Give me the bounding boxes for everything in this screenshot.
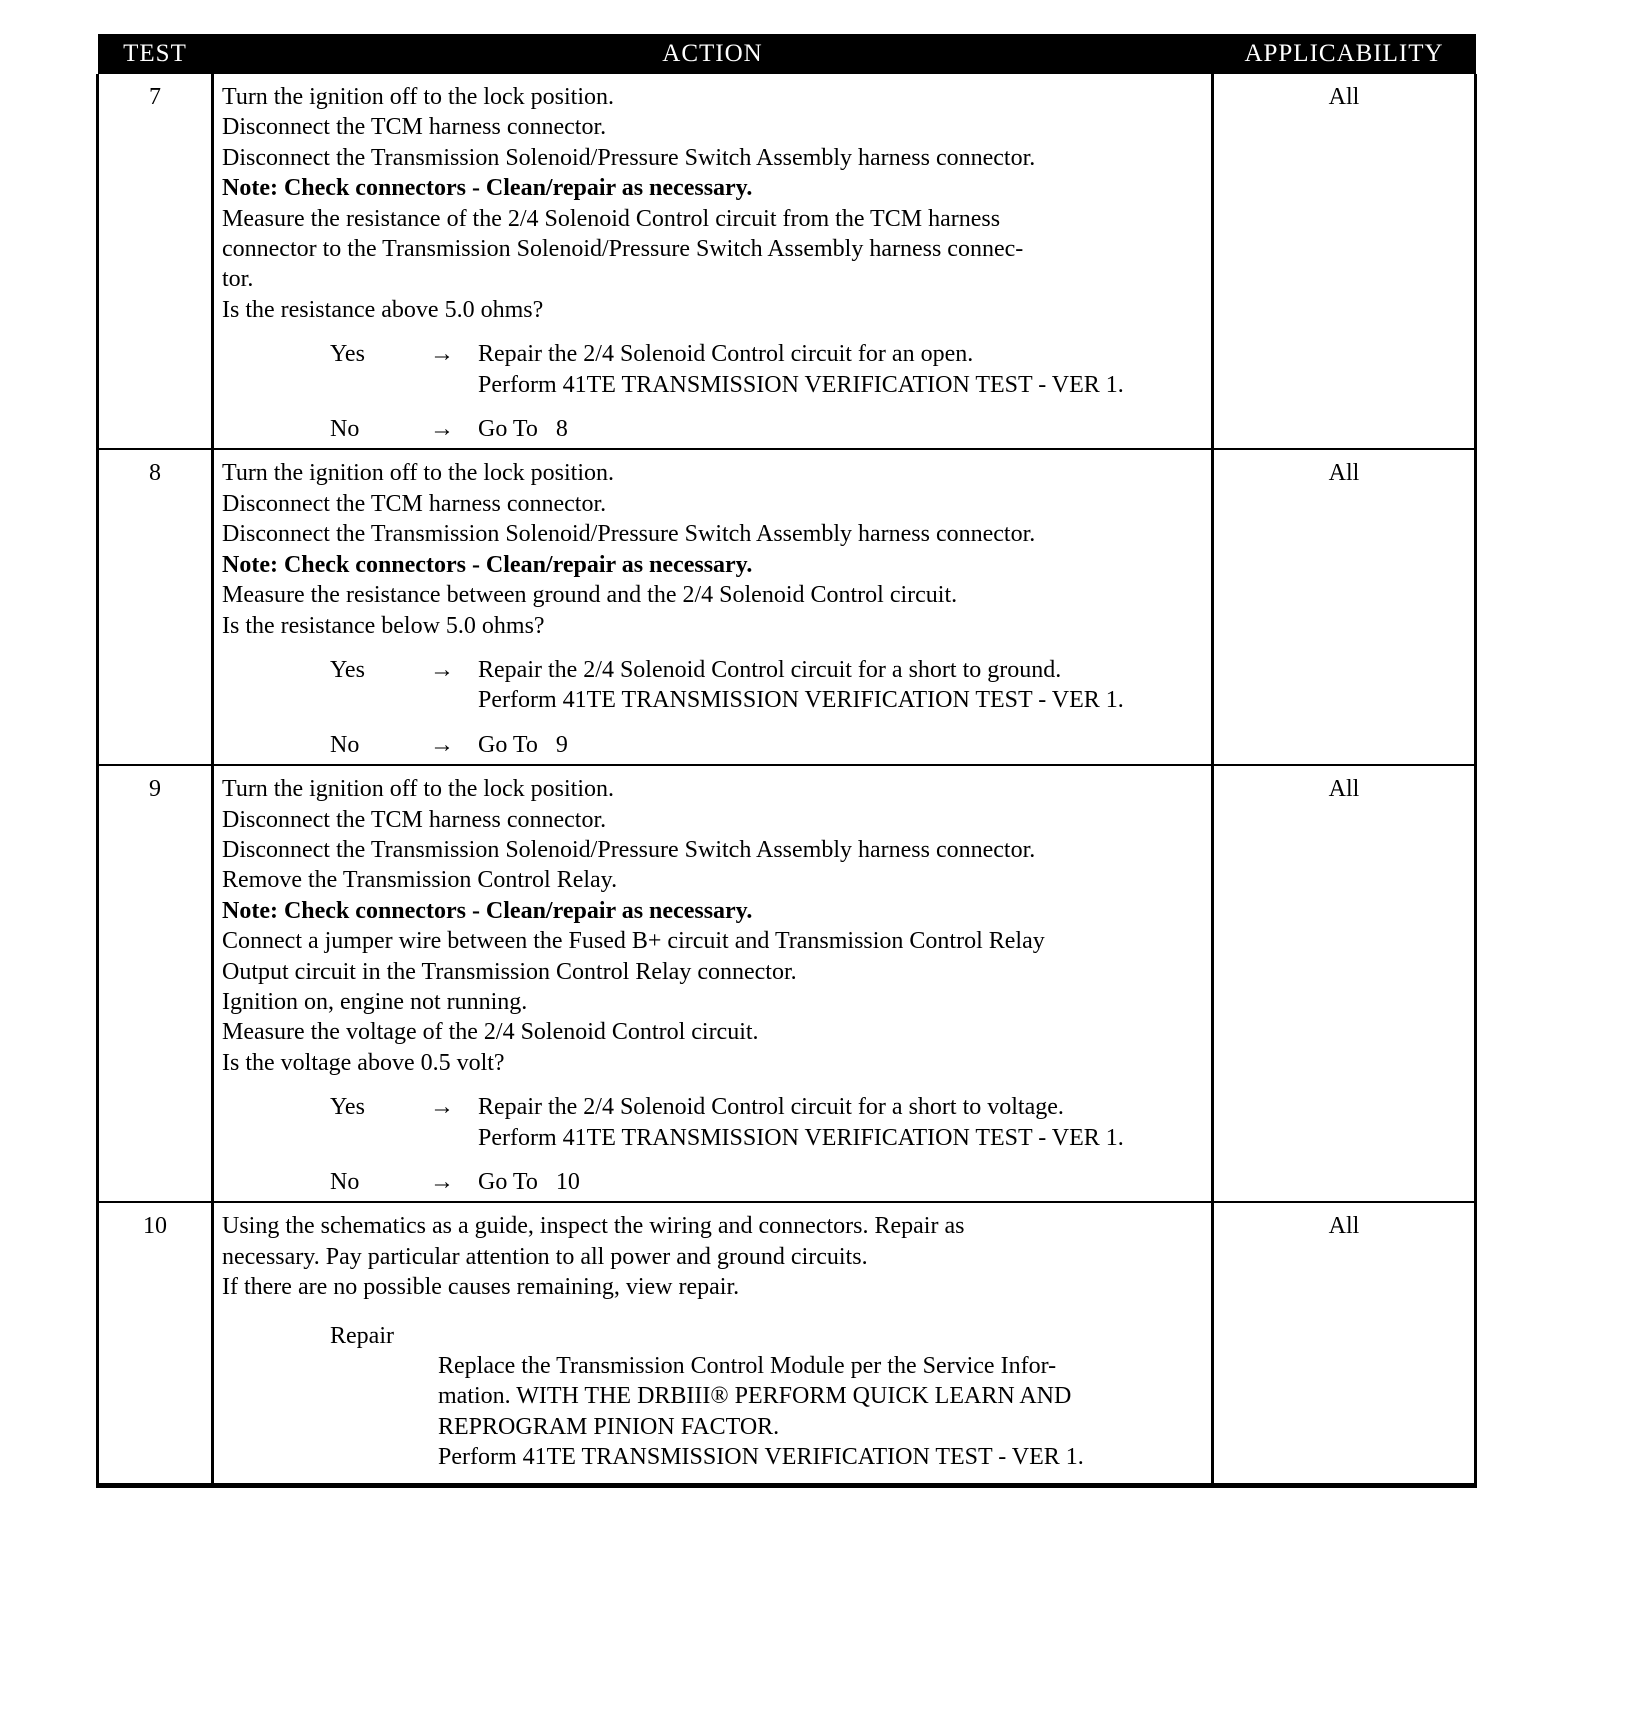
test-number: 8 xyxy=(98,449,213,765)
arrow-icon: → xyxy=(430,1094,454,1121)
test-number: 10 xyxy=(98,1202,213,1485)
note-line: Note: Check connectors - Clean/repair as necessary. xyxy=(222,175,753,202)
yes-text: Perform 41TE TRANSMISSION VERIFICATION TEST - VER 1. xyxy=(478,1124,1124,1151)
test-row-8 xyxy=(98,449,1476,765)
action-line: If there are no possible causes remaining, view repair. xyxy=(222,1274,740,1301)
repair-label: Repair xyxy=(330,1322,394,1349)
test-row-10 xyxy=(98,1202,1476,1485)
action-line: Disconnect the TCM harness connector. xyxy=(222,490,607,517)
action-line: Measure the resistance of the 2/4 Solenoid Control circuit from the TCM harness xyxy=(222,205,1001,232)
yes-response xyxy=(222,339,1203,400)
yes-label: Yes xyxy=(330,341,365,368)
arrow-icon: → xyxy=(430,731,454,758)
yes-response xyxy=(222,655,1203,716)
diagnostic-test-page xyxy=(96,34,1474,1488)
yes-text: Repair the 2/4 Solenoid Control circuit for a short to voltage. xyxy=(478,1094,1064,1121)
no-text: Go To 8 xyxy=(478,416,568,443)
yes-text: Repair the 2/4 Solenoid Control circuit for an open. xyxy=(478,341,974,368)
repair-text: REPROGRAM PINION FACTOR. xyxy=(438,1413,780,1440)
no-text: Go To 9 xyxy=(478,731,568,758)
no-response xyxy=(222,1167,1203,1197)
repair-text: Perform 41TE TRANSMISSION VERIFICATION TEST - VER 1. xyxy=(438,1444,1084,1471)
applicability-value: All xyxy=(1213,765,1476,1202)
header-test: TEST xyxy=(98,34,213,74)
action-line: Remove the Transmission Control Relay. xyxy=(222,867,618,894)
yes-text: Repair the 2/4 Solenoid Control circuit for a short to ground. xyxy=(478,656,1062,683)
question-line: Is the resistance below 5.0 ohms? xyxy=(222,612,545,639)
no-response xyxy=(222,414,1203,444)
no-label: No xyxy=(330,731,360,758)
action-line: Disconnect the TCM harness connector. xyxy=(222,806,607,833)
action-line: Measure the resistance between ground and the 2/4 Solenoid Control circuit. xyxy=(222,582,958,609)
arrow-icon: → xyxy=(430,416,454,443)
yes-text: Perform 41TE TRANSMISSION VERIFICATION TEST - VER 1. xyxy=(478,371,1124,398)
arrow-icon: → xyxy=(430,656,454,683)
action-line: Disconnect the Transmission Solenoid/Pressure Switch Assembly harness connector. xyxy=(222,144,1036,171)
header-action: ACTION xyxy=(213,34,1213,74)
action-line: Disconnect the TCM harness connector. xyxy=(222,114,607,141)
arrow-icon: → xyxy=(430,341,454,368)
no-text: Go To 10 xyxy=(478,1169,580,1195)
action-line: connector to the Transmission Solenoid/Pressure Switch Assembly harness connec- xyxy=(222,236,1024,263)
note-line: Note: Check connectors - Clean/repair as necessary. xyxy=(222,897,753,924)
yes-text: Perform 41TE TRANSMISSION VERIFICATION TEST - VER 1. xyxy=(478,687,1124,714)
action-cell xyxy=(213,1202,1213,1485)
table-header-row xyxy=(98,34,1476,74)
test-number: 9 xyxy=(98,765,213,1202)
action-line: tor. xyxy=(222,266,254,293)
diagnostic-test-table xyxy=(96,34,1477,1488)
yes-label: Yes xyxy=(330,656,365,683)
action-line: Output circuit in the Transmission Control Relay connector. xyxy=(222,958,797,985)
yes-response xyxy=(222,1092,1203,1153)
applicability-value: All xyxy=(1213,74,1476,449)
arrow-icon: → xyxy=(430,1169,454,1195)
action-line: Measure the voltage of the 2/4 Solenoid Control circuit. xyxy=(222,1019,759,1046)
no-label: No xyxy=(330,416,360,443)
repair-text: mation. WITH THE DRBIII® PERFORM QUICK LEARN AND xyxy=(438,1383,1072,1410)
applicability-value: All xyxy=(1213,449,1476,765)
action-cell xyxy=(213,449,1213,765)
no-label: No xyxy=(330,1169,360,1195)
repair-text: Replace the Transmission Control Module per the Service Infor- xyxy=(438,1353,1057,1380)
action-line: Disconnect the Transmission Solenoid/Pressure Switch Assembly harness connector. xyxy=(222,836,1036,863)
note-line: Note: Check connectors - Clean/repair as necessary. xyxy=(222,551,753,578)
action-line: Disconnect the Transmission Solenoid/Pressure Switch Assembly harness connector. xyxy=(222,521,1036,548)
question-line: Is the voltage above 0.5 volt? xyxy=(222,1049,505,1076)
action-line: Ignition on, engine not running. xyxy=(222,988,528,1015)
header-applicability: APPLICABILITY xyxy=(1213,34,1476,74)
action-cell xyxy=(213,74,1213,449)
action-line: Turn the ignition off to the lock position. xyxy=(222,84,615,110)
no-response xyxy=(222,730,1203,760)
action-cell xyxy=(213,765,1213,1202)
action-line: Turn the ignition off to the lock position. xyxy=(222,460,615,487)
action-line: Turn the ignition off to the lock position. xyxy=(222,776,615,803)
action-line: Using the schematics as a guide, inspect the wiring and connectors. Repair as xyxy=(222,1213,965,1240)
action-line: necessary. Pay particular attention to all power and ground circuits. xyxy=(222,1243,868,1270)
test-row-7 xyxy=(98,74,1476,449)
test-row-9 xyxy=(98,765,1476,1202)
question-line: Is the resistance above 5.0 ohms? xyxy=(222,296,544,323)
test-number: 7 xyxy=(98,74,213,449)
applicability-value: All xyxy=(1213,1202,1476,1485)
yes-label: Yes xyxy=(330,1094,365,1121)
action-line: Connect a jumper wire between the Fused B+ circuit and Transmission Control Relay xyxy=(222,928,1045,955)
